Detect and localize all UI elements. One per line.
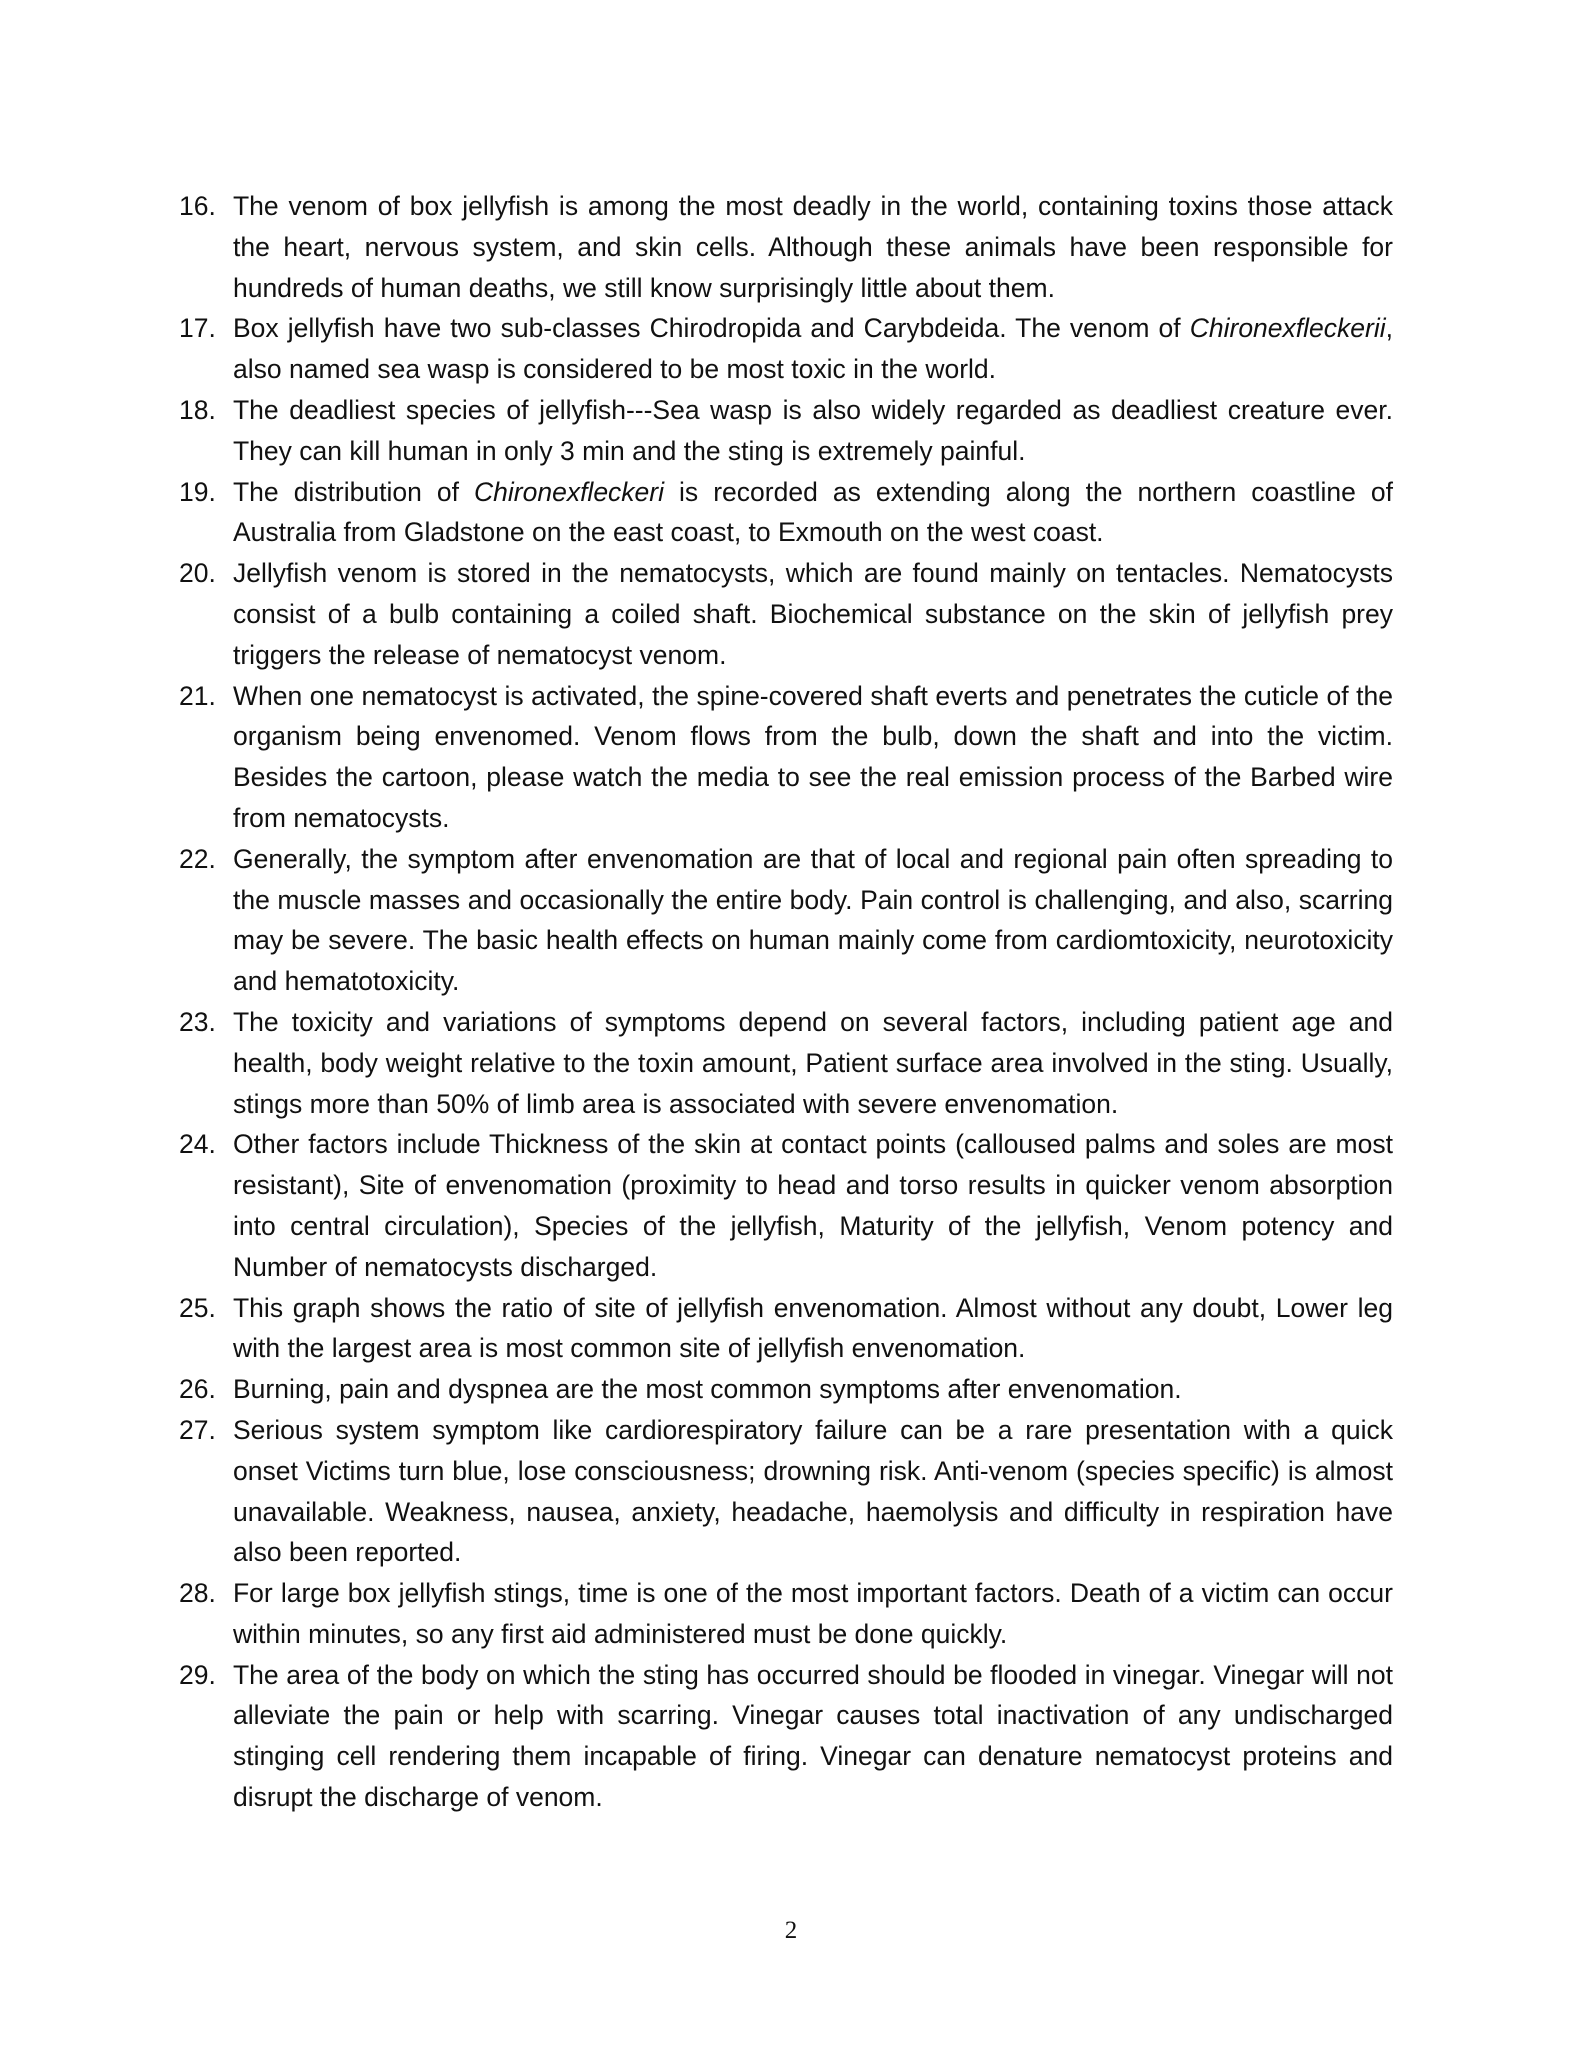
- species-name-italic: Chironexfleckerii: [1189, 313, 1386, 344]
- list-item-text: [233, 1573, 1393, 1655]
- list-item-text: [233, 186, 1393, 308]
- species-name-italic: Chironexfleckeri: [474, 476, 665, 507]
- list-item-text: [233, 1002, 1393, 1124]
- list-item: [179, 472, 1393, 554]
- list-item-number: 19.: [179, 476, 216, 507]
- list-item-number: 28.: [179, 1578, 216, 1609]
- text-segment: Other factors include Thickness of the skin at contact points (calloused palms and soles are most resistant), Site of envenomation (proximity to head and torso results in quicker venom absorption into central circulation), Species of the jellyfish, Maturity of the jellyfish, Venom potency and Number of nematocysts discharged.: [233, 1129, 1393, 1282]
- text-segment: The venom of box jellyfish is among the most deadly in the world, containing toxins those attack the heart, nervous system, and skin cells. Although these animals have been responsible for hundreds of human deaths, we still know surprisingly little about them.: [233, 191, 1393, 303]
- list-item-text: [233, 1124, 1393, 1287]
- list-item-number: 20.: [179, 558, 216, 589]
- list-item-number: 16.: [179, 191, 216, 221]
- list-item-number: 18.: [179, 394, 216, 425]
- text-segment: Box jellyfish have two sub-classes Chirodropida and Carybdeida. The venom of: [233, 313, 1190, 344]
- text-segment: This graph shows the ratio of site of jellyfish envenomation. Almost without any doubt, Lower leg with the largest area is most common site of jellyfish envenomation.: [233, 1292, 1393, 1364]
- list-item: [179, 839, 1393, 1002]
- list-item-text: [233, 839, 1393, 1002]
- list-item-number: 21.: [179, 680, 216, 711]
- text-segment: The distribution of: [233, 476, 475, 507]
- list-item-text: [233, 472, 1393, 554]
- list-item-number: 29.: [179, 1659, 216, 1690]
- list-item: [179, 1369, 1393, 1410]
- list-item: [179, 308, 1393, 390]
- text-segment: Burning, pain and dyspnea are the most common symptoms after envenomation.: [233, 1374, 1182, 1405]
- text-segment: The deadliest species of jellyfish---Sea wasp is also widely regarded as deadliest creature ever. They can kill human in only 3 min and the sting is extremely painful.: [233, 394, 1393, 466]
- list-item-number: 22.: [179, 843, 216, 874]
- list-item: [179, 186, 1393, 308]
- list-item-number: 24.: [179, 1129, 216, 1160]
- list-item: [179, 553, 1393, 675]
- list-item-text: [233, 1410, 1393, 1573]
- text-segment: For large box jellyfish stings, time is one of the most important factors. Death of a victim can occur within minutes, so any first aid administered must be done quickly.: [233, 1578, 1393, 1649]
- list-item-number: 23.: [179, 1006, 216, 1037]
- text-segment: , also named sea wasp is considered to be most toxic in the world.: [233, 313, 1393, 385]
- list-item: [179, 1410, 1393, 1573]
- list-item-text: [233, 1655, 1393, 1818]
- text-segment: When one nematocyst is activated, the spine-covered shaft everts and penetrates the cuticle of the organism being envenomed. Venom flows from the bulb, down the shaft and into the victim. Besides the cartoon, please watch the media to see the real emission process of the Barbed wire from nematocysts.: [233, 680, 1393, 833]
- list-item: [179, 1573, 1393, 1655]
- list-item-text: [233, 308, 1393, 390]
- text-segment: The toxicity and variations of symptoms depend on several factors, including patient age and health, body weight relative to the toxin amount, Patient surface area involved in the sting. Usually, stings more than 50% of limb area is associated with severe envenomation.: [233, 1006, 1393, 1119]
- list-item: [179, 1655, 1393, 1818]
- list-item: [179, 1002, 1393, 1124]
- text-segment: Serious system symptom like cardiorespiratory failure can be a rare presentation with a quick onset Victims turn blue, lose consciousness; drowning risk. Anti-venom (species specific) is almost unavailable. Weakness, nausea, anxiety, headache, haemolysis and difficulty in respiration have also been reported.: [233, 1414, 1393, 1568]
- list-item-number: 27.: [179, 1414, 216, 1445]
- page-number: 2: [784, 1917, 798, 1944]
- list-item: [179, 1124, 1393, 1287]
- text-segment: The area of the body on which the sting has occurred should be flooded in vinegar. Vinegar will not alleviate the pain or help with scarring. Vinegar causes total inactivation of any undischarged stinging cell rendering them incapable of firing. Vinegar can denature nematocyst proteins and disrupt the discharge of venom.: [233, 1659, 1393, 1813]
- list-item-number: 25.: [179, 1292, 216, 1323]
- list-item: [179, 390, 1393, 472]
- list-item-number: 26.: [179, 1374, 216, 1405]
- list-item-number: 17.: [179, 313, 216, 344]
- list-item: [179, 1288, 1393, 1370]
- text-segment: Generally, the symptom after envenomation are that of local and regional pain often spreading to the muscle masses and occasionally the entire body. Pain control is challenging, and also, scarring may be severe. The basic health effects on human mainly come from cardiomtoxicity, neurotoxicity and hematotoxicity.: [233, 843, 1393, 997]
- numbered-notes-list: [179, 186, 1393, 1818]
- text-segment: Jellyfish venom is stored in the nematocysts, which are found mainly on tentacles. Nematocysts consist of a bulb containing a coiled shaft. Biochemical substance on the skin of jellyfish prey triggers the release of nematocyst venom.: [233, 558, 1393, 670]
- text-segment: is recorded as extending along the northern coastline of Australia from Gladstone on the east coast, to Exmouth on the west coast.: [233, 476, 1393, 548]
- list-item-text: [233, 1288, 1393, 1370]
- list-item: [179, 676, 1393, 839]
- list-item-text: [233, 390, 1393, 472]
- list-item-text: [233, 1369, 1393, 1410]
- list-item-text: [233, 553, 1393, 675]
- list-item-text: [233, 676, 1393, 839]
